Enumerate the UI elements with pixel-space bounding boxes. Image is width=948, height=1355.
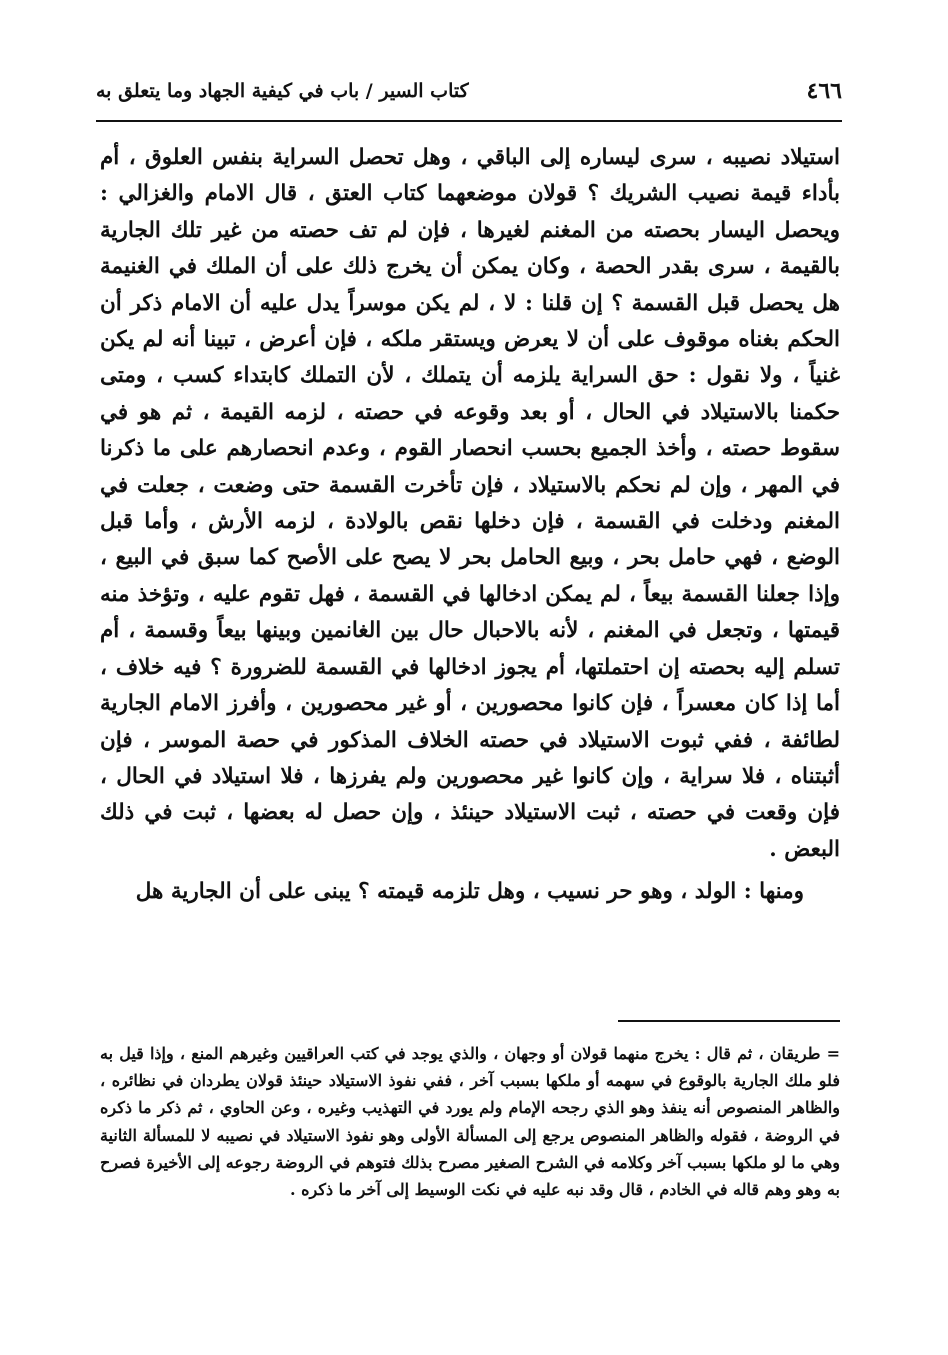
- footnote-text: = طريقان ، ثم قال : يخرج منهما قولان أو وجهان ، والذي يوجد في كتب العراقيين وغيرهم المنع ، وإذا قيل به فلو ملك الجارية بالوقوع في سهمه أو ملكها بسبب آخر ، ففي نفوذ الاستيلاد حينئذ قولان يطردان في نظائره ، والظاهر المنصوص أنه ينفذ وهو الذي رجحه الإمام ولم يورد في التهذيب وغيره ، وعن الحاوي ، ثم ذكر ما ذكره في الروضة ، فقوله والظاهر المنصوص يرجع إلى المسألة الأولى وهو نفوذ الاستيلاد في نصيبه لا للمسألة الثانية وهي ما لو ملكها بسبب آخر وكلامه في الشرح الصغير مصرح بذلك فتوهم في الروضة رجوعه إلى الأخيرة فصرح به وهو وهم قاله في الخادم ، قال وقد نبه عليه في نكت الوسيط إلى آخر ما ذكره .: [100, 1044, 841, 1200]
- footnote-divider: [618, 1020, 840, 1022]
- main-paragraph: استيلاد نصيبه ، سرى ليساره إلى الباقي ، وهل تحصل السراية بنفس العلوق ، أم بأداء قيمة نصيب الشريك ؟ قولان موضعهما كتاب العتق ، قال الامام والغزالي : ويحصل اليسار بحصته من المغنم لغيرها ، فإن لم تف حصته من غير تلك الجارية بالقيمة ، سرى بقدر الحصة ، وكان يمكن أن يخرج ذلك على أن الملك في الغنيمة هل يحصل قبل القسمة ؟ إن قلنا : لا ، لم يكن موسراً يدل عليه أن الامام ذكر أن الحكم بغناه موقوف على أن لا يعرض ويستقر ملكه ، فإن أعرض ، تبينا أنه لم يكن غنياً ، ولا نقول : حق السراية يلزمه أن يتملك ، لأن التملك كابتداء كسب ، ومتى حكمنا بالاستيلاد في الحال ، أو بعد وقوعه في حصته ، لزمه القيمة ، ثم هو في سقوط حصته ، وأخذ الجميع بحسب انحصار القوم ، وعدم انحصارهم على ما ذكرنا في المهر ، وإن لم نحكم بالاستيلاد ، فإن تأخرت القسمة حتى وضعت ، جعلت في المغنم ودخلت في القسمة ، فإن دخلها نقص بالولادة ، لزمه الأرش ، وأما قبل الوضع ، فهي حامل بحر ، وبيع الحامل بحر لا يصح على الأصح كما سبق في البيع ، وإذا جعلنا القسمة بيعاً ، لم يمكن ادخالها في القسمة ، فهل تقوم عليه ، وتؤخذ منه قيمتها ، وتجعل في المغنم ، لأنه بالاحبال حال بين الغانمين وبينها بيعاً وقسمة ، أم تسلم إليه بحصته إن احتملتها، أم يجوز ادخالها في القسمة للضرورة ؟ فيه خلاف ، أما إذا كان معسراً ، فإن كانوا محصورين ، أو غير محصورين ، وأفرز الامام الجارية لطائفة ، ففي ثبوت الاستيلاد في حصته الخلاف المذكور في حصة الموسر ، فإن أثبتناه ، فلا سراية ، وإن كانوا غير محصورين ولم يفرزها ، فلا استيلاد في الحال ، فإن وقعت في حصته ، ثبت الاستيلاد حينئذ ، وإن حصل له بعضها ، ثبت في ذلك البعض .: [100, 145, 840, 862]
- page-number: ٤٦٦: [806, 78, 842, 104]
- header-divider: [96, 120, 842, 122]
- main-paragraph: ومنها : الولد ، وهو حر نسيب ، وهل تلزمه قيمته ؟ يبنى على أن الجارية هل: [135, 879, 804, 905]
- running-title: كتاب السير / باب في كيفية الجهاد وما يتعلق به: [96, 80, 469, 102]
- footnote: [100, 1040, 840, 1203]
- main-text: [100, 140, 840, 911]
- page-header: [96, 72, 842, 112]
